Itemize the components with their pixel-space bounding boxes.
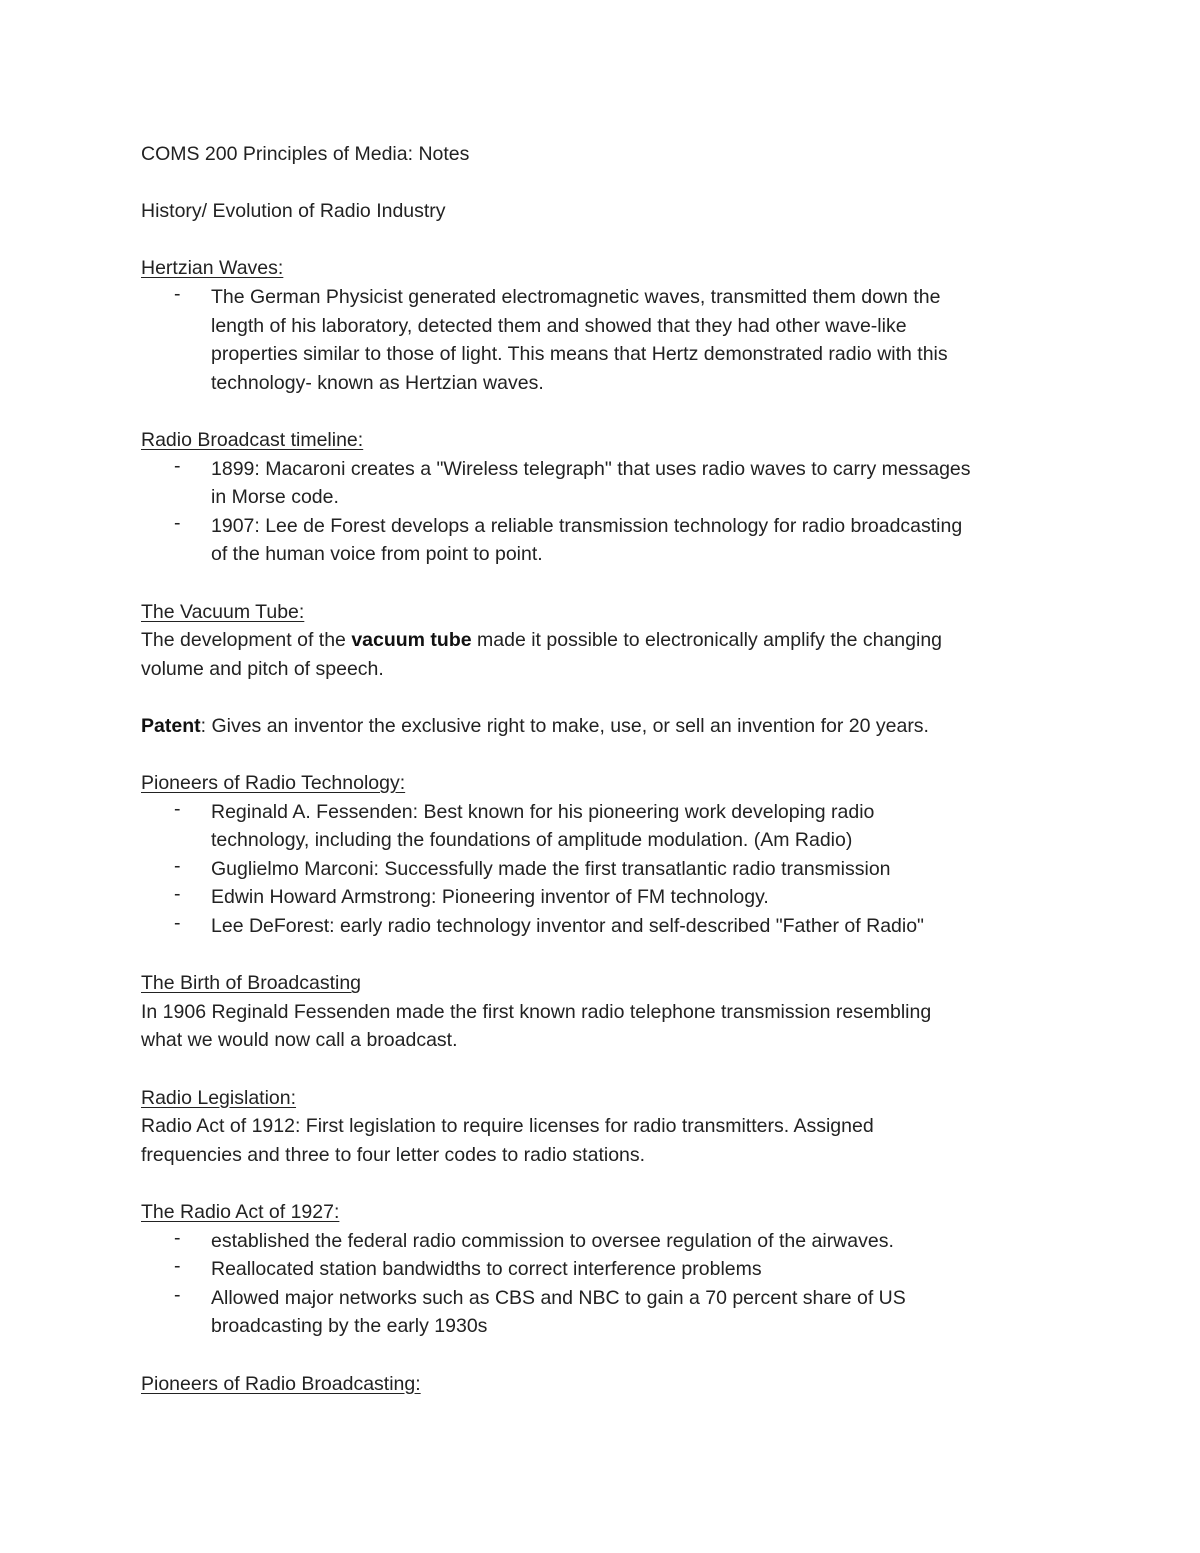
list-item-text: of the human voice from point to point. bbox=[211, 543, 543, 566]
list-item-text: broadcasting by the early 1930s bbox=[211, 1315, 488, 1338]
section-heading-radio-legislation: Radio Legislation: bbox=[141, 1086, 297, 1109]
paragraph-line: frequencies and three to four letter codes to radio stations. bbox=[141, 1143, 646, 1166]
list-item-text: Reginald A. Fessenden: Best known for his pioneering work developing radio bbox=[211, 800, 875, 823]
definition-patent bbox=[141, 712, 1071, 741]
list-item-text: established the federal radio commission to oversee regulation of the airwaves. bbox=[211, 1229, 894, 1252]
list-item bbox=[141, 1227, 1071, 1256]
section-heading-birth-of-broadcasting: The Birth of Broadcasting bbox=[141, 972, 362, 995]
spacer bbox=[141, 941, 1071, 970]
paragraph-line: what we would now call a broadcast. bbox=[141, 1029, 458, 1052]
text-run: made it possible to electronically amplify the changing bbox=[471, 629, 943, 652]
bullet-dash: - bbox=[174, 854, 181, 877]
paragraph-line: Radio Act of 1912: First legislation to require licenses for radio transmitters. Assigned bbox=[141, 1115, 874, 1138]
spacer bbox=[141, 226, 1071, 255]
spacer bbox=[141, 169, 1071, 198]
spacer bbox=[141, 1169, 1071, 1198]
list-item-text: length of his laboratory, detected them and showed that they had other wave-like bbox=[211, 314, 907, 337]
spacer bbox=[141, 397, 1071, 426]
bold-term-vacuum-tube: vacuum tube bbox=[351, 629, 472, 652]
list-item-text: properties similar to those of light. This means that Hertz demonstrated radio with this bbox=[211, 343, 948, 366]
bullet-dash: - bbox=[174, 511, 181, 534]
spacer bbox=[141, 1055, 1071, 1084]
list-item bbox=[141, 1255, 1071, 1284]
list-item bbox=[141, 1284, 1071, 1341]
bullet-dash: - bbox=[174, 282, 181, 305]
list-item bbox=[141, 283, 1071, 397]
document-title: COMS 200 Principles of Media: Notes bbox=[141, 143, 470, 165]
list-item bbox=[141, 512, 1071, 569]
list-item-text: technology- known as Hertzian waves. bbox=[211, 371, 544, 394]
section-heading-vacuum-tube: The Vacuum Tube: bbox=[141, 600, 305, 623]
list-item bbox=[141, 855, 1071, 884]
section-heading-hertzian-waves: Hertzian Waves: bbox=[141, 257, 284, 280]
definition-text: : Gives an inventor the exclusive right to make, use, or sell an invention for 20 years. bbox=[200, 714, 929, 737]
section-heading-pioneers-technology: Pioneers of Radio Technology: bbox=[141, 772, 406, 795]
spacer bbox=[141, 683, 1071, 712]
spacer bbox=[141, 1341, 1071, 1370]
list-item-text: technology, including the foundations of amplitude modulation. (Am Radio) bbox=[211, 829, 853, 852]
bullet-dash: - bbox=[174, 883, 181, 906]
list-item-text: Lee DeForest: early radio technology inventor and self-described "Father of Radio" bbox=[211, 915, 924, 938]
bold-term-patent: Patent bbox=[141, 714, 201, 737]
paragraph-line: volume and pitch of speech. bbox=[141, 657, 384, 680]
section-heading-broadcast-timeline: Radio Broadcast timeline: bbox=[141, 428, 364, 451]
section-heading-pioneers-broadcasting: Pioneers of Radio Broadcasting: bbox=[141, 1372, 421, 1395]
bullet-dash: - bbox=[174, 912, 181, 935]
list-item-text: Allowed major networks such as CBS and NBC to gain a 70 percent share of US bbox=[211, 1286, 906, 1309]
bullet-dash: - bbox=[174, 797, 181, 820]
document-subtitle: History/ Evolution of Radio Industry bbox=[141, 200, 446, 223]
bullet-dash: - bbox=[174, 1226, 181, 1249]
list-item-text: in Morse code. bbox=[211, 486, 339, 509]
list-item bbox=[141, 798, 1071, 855]
list-item-text: Edwin Howard Armstrong: Pioneering inventor of FM technology. bbox=[211, 886, 769, 909]
list-item-text: 1899: Macaroni creates a "Wireless telegraph" that uses radio waves to carry messages bbox=[211, 457, 971, 480]
text-run: The development of the bbox=[141, 629, 352, 652]
list-item bbox=[141, 912, 1071, 941]
bullet-dash: - bbox=[174, 1255, 181, 1278]
list-item-text: Reallocated station bandwidths to correct interference problems bbox=[211, 1258, 762, 1281]
paragraph-line bbox=[141, 626, 1071, 655]
document-page bbox=[141, 140, 1071, 1398]
bullet-dash: - bbox=[174, 1283, 181, 1306]
list-item-text: The German Physicist generated electromagnetic waves, transmitted them down the bbox=[211, 285, 941, 308]
list-item bbox=[141, 883, 1071, 912]
bullet-dash: - bbox=[174, 454, 181, 477]
spacer bbox=[141, 740, 1071, 769]
list-item-text: 1907: Lee de Forest develops a reliable transmission technology for radio broadcasting bbox=[211, 514, 963, 537]
section-heading-radio-act-1927: The Radio Act of 1927: bbox=[141, 1200, 340, 1223]
list-item bbox=[141, 455, 1071, 512]
paragraph-line: In 1906 Reginald Fessenden made the first known radio telephone transmission resembling bbox=[141, 1000, 932, 1023]
spacer bbox=[141, 569, 1071, 598]
list-item-text: Guglielmo Marconi: Successfully made the first transatlantic radio transmission bbox=[211, 857, 891, 880]
